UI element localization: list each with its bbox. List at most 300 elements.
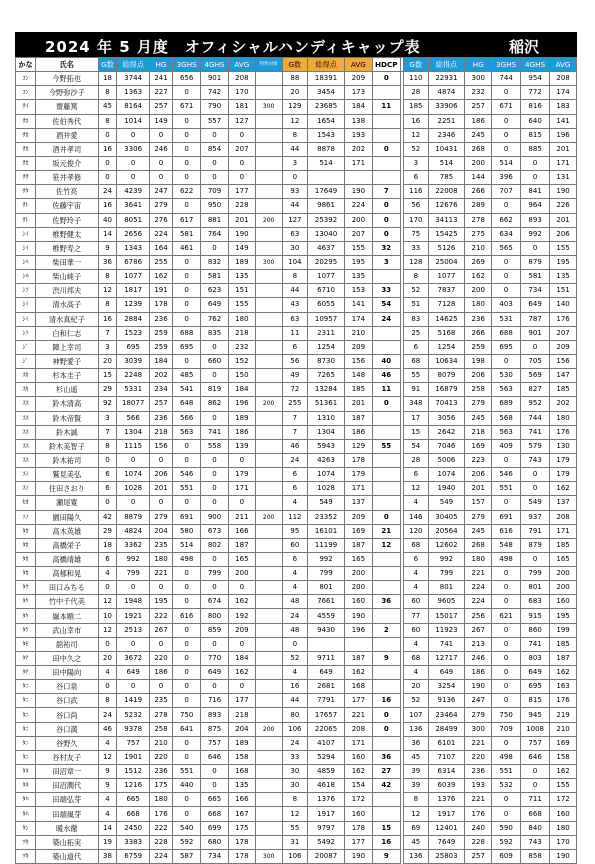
value-cell: 200 xyxy=(550,567,577,581)
value-cell: 40 xyxy=(98,213,117,227)
hdcp-cell: 54 xyxy=(372,298,400,312)
value-cell: 200 xyxy=(228,567,255,581)
value-cell: 77 xyxy=(404,609,429,623)
title-bar xyxy=(15,32,577,57)
value-cell: 0 xyxy=(492,694,521,708)
value-cell: 10957 xyxy=(308,312,345,326)
value-cell: 2656 xyxy=(117,227,149,241)
value-cell: 267 xyxy=(149,623,172,637)
value-cell: 640 xyxy=(521,114,550,128)
value-cell: 180 xyxy=(228,312,255,326)
value-cell: 170 xyxy=(404,213,429,227)
value-cell: 616 xyxy=(492,524,521,538)
value-cell: 127 xyxy=(282,213,308,227)
value-cell: 259 xyxy=(149,340,172,354)
value-cell: 258 xyxy=(149,722,172,736)
value-cell: 207 xyxy=(550,326,577,340)
value-cell: 0 xyxy=(492,666,521,680)
table-row xyxy=(16,340,577,354)
value-cell: 72 xyxy=(282,383,308,397)
value-cell xyxy=(308,171,345,185)
value-cell: 221 xyxy=(465,736,492,750)
value-cell: 218 xyxy=(228,326,255,340)
value-cell: 300 xyxy=(465,72,492,86)
value-cell: 289 xyxy=(465,199,492,213)
value-cell: 169 xyxy=(465,439,492,453)
value-cell: 711 xyxy=(521,793,550,807)
value-cell xyxy=(255,482,282,496)
value-cell: 221 xyxy=(344,708,372,722)
value-cell: 158 xyxy=(228,750,255,764)
table-row xyxy=(16,185,577,199)
value-cell: 259 xyxy=(149,326,172,340)
value-cell: 52 xyxy=(282,651,308,665)
value-cell: 256 xyxy=(465,609,492,623)
value-cell: 8 xyxy=(404,270,429,284)
table-row xyxy=(16,567,577,581)
table-row xyxy=(16,369,577,383)
value-cell: 954 xyxy=(521,72,550,86)
value-cell: 160 xyxy=(550,595,577,609)
value-cell: 6055 xyxy=(308,298,345,312)
value-cell: 0 xyxy=(149,680,172,694)
value-cell: 0 xyxy=(201,369,229,383)
value-cell: 0 xyxy=(173,128,201,142)
table-row xyxy=(16,765,577,779)
value-cell: 6 xyxy=(282,340,308,354)
value-cell: 16 xyxy=(98,312,117,326)
value-cell: 0 xyxy=(492,807,521,821)
value-cell: 4559 xyxy=(308,609,345,623)
value-cell: 13284 xyxy=(308,383,345,397)
value-cell: 201 xyxy=(344,397,372,411)
value-cell: 207 xyxy=(228,142,255,156)
value-cell: 6 xyxy=(282,468,308,482)
value-cell: 0 xyxy=(492,595,521,609)
name-cell: 鈴木美智子 xyxy=(36,439,98,453)
header-b3-total: 総得点 xyxy=(428,58,465,72)
value-cell: 257 xyxy=(149,100,172,114)
value-cell: 0 xyxy=(173,298,201,312)
value-cell: 563 xyxy=(492,383,521,397)
value-cell: 964 xyxy=(521,199,550,213)
value-cell: 155 xyxy=(550,241,577,255)
table-row xyxy=(16,171,577,185)
value-cell xyxy=(255,538,282,552)
value-cell: 0 xyxy=(173,199,201,213)
kana-cell: ｺﾝ xyxy=(16,72,36,86)
value-cell: 236 xyxy=(149,312,172,326)
value-cell: 0 xyxy=(492,86,521,100)
hdcp-cell xyxy=(372,453,400,467)
hdcp-cell xyxy=(372,793,400,807)
value-cell: 44 xyxy=(282,284,308,298)
name-cell: 谷口尚 xyxy=(36,708,98,722)
table-body xyxy=(16,72,577,864)
value-cell: 15 xyxy=(98,369,117,383)
value-cell: 6786 xyxy=(117,255,149,269)
value-cell: 63 xyxy=(282,312,308,326)
value-cell: 514 xyxy=(428,156,465,170)
value-cell: 200 xyxy=(344,213,372,227)
value-cell: 171 xyxy=(344,736,372,750)
value-cell: 1512 xyxy=(117,765,149,779)
name-cell: 椎野健太 xyxy=(36,227,98,241)
name-cell: 住田さおり xyxy=(36,482,98,496)
value-cell: 7 xyxy=(98,425,117,439)
value-cell: 43 xyxy=(282,298,308,312)
hdcp-cell: 36 xyxy=(372,595,400,609)
value-cell: 208 xyxy=(550,510,577,524)
value-cell: 0 xyxy=(98,581,117,595)
table-row xyxy=(16,72,577,86)
value-cell: 211 xyxy=(228,510,255,524)
value-cell: 1074 xyxy=(117,468,149,482)
header-b3-4ghs: 4GHS xyxy=(521,58,550,72)
value-cell: 186 xyxy=(149,666,172,680)
value-cell: 649 xyxy=(308,666,345,680)
value-cell: 0 xyxy=(521,241,550,255)
value-cell: 7 xyxy=(98,326,117,340)
value-cell: 7661 xyxy=(308,595,345,609)
hdcp-cell: 11 xyxy=(372,383,400,397)
value-cell: 0 xyxy=(117,156,149,170)
kana-cell: ﾀﾊ xyxy=(16,793,36,807)
value-cell: 548 xyxy=(492,538,521,552)
value-cell: 0 xyxy=(228,171,255,185)
value-cell: 222 xyxy=(149,821,172,835)
hdcp-cell xyxy=(372,680,400,694)
value-cell: 0 xyxy=(98,680,117,694)
value-cell: 144 xyxy=(465,171,492,185)
value-cell: 3056 xyxy=(428,411,465,425)
header-b1-3ghs: 3GHS xyxy=(173,58,201,72)
value-cell: 228 xyxy=(149,835,172,849)
value-cell: 4 xyxy=(282,581,308,595)
name-cell: 佐竹亮 xyxy=(36,185,98,199)
value-cell: 157 xyxy=(465,496,492,510)
value-cell: 185 xyxy=(344,383,372,397)
value-cell: 16 xyxy=(404,114,429,128)
value-cell: 12 xyxy=(404,807,429,821)
value-cell: 154 xyxy=(344,779,372,793)
value-cell: 10634 xyxy=(428,354,465,368)
value-cell: 569 xyxy=(521,369,550,383)
value-cell: 646 xyxy=(521,750,550,764)
value-cell: 44 xyxy=(282,199,308,213)
value-cell: 201 xyxy=(228,213,255,227)
value-cell: 177 xyxy=(344,835,372,849)
value-cell: 0 xyxy=(173,595,201,609)
value-cell: 176 xyxy=(550,312,577,326)
value-cell: 992 xyxy=(308,552,345,566)
value-cell: 514 xyxy=(492,156,521,170)
value-cell: 60 xyxy=(282,538,308,552)
value-cell xyxy=(255,793,282,807)
value-cell: 1008 xyxy=(521,722,550,736)
kana-cell: ﾀﾆ xyxy=(16,708,36,722)
value-cell: 3 xyxy=(98,411,117,425)
header-row xyxy=(16,58,577,72)
value-cell: 12 xyxy=(404,128,429,142)
value-cell: 581 xyxy=(201,270,229,284)
value-cell: 220 xyxy=(465,750,492,764)
value-cell: 20 xyxy=(282,86,308,100)
header-b3-avg: AVG xyxy=(550,58,577,72)
table-row xyxy=(16,312,577,326)
value-cell: 192 xyxy=(228,609,255,623)
value-cell xyxy=(255,623,282,637)
value-cell: 257 xyxy=(149,397,172,411)
value-cell: 840 xyxy=(521,821,550,835)
value-cell: 0 xyxy=(492,567,521,581)
value-cell xyxy=(255,340,282,354)
name-cell: 築山道代 xyxy=(36,849,98,863)
value-cell: 673 xyxy=(201,524,229,538)
name-cell: 杉本圭子 xyxy=(36,369,98,383)
hdcp-cell: 0 xyxy=(372,227,400,241)
value-cell: 815 xyxy=(521,128,550,142)
table-row xyxy=(16,284,577,298)
value-cell: 12676 xyxy=(428,199,465,213)
value-cell: 224 xyxy=(149,227,172,241)
value-cell: 0 xyxy=(492,128,521,142)
value-cell: 218 xyxy=(228,708,255,722)
name-cell: 白和仁志 xyxy=(36,326,98,340)
value-cell: 178 xyxy=(344,821,372,835)
value-cell: 803 xyxy=(521,651,550,665)
table-row xyxy=(16,142,577,156)
name-cell: 鈴木祐司 xyxy=(36,453,98,467)
kana-cell: ｻﾄ xyxy=(16,213,36,227)
value-cell: 819 xyxy=(201,383,229,397)
table-row xyxy=(16,227,577,241)
value-cell: 191 xyxy=(149,284,172,298)
value-cell: 875 xyxy=(201,722,229,736)
value-cell: 88 xyxy=(282,72,308,86)
value-cell: 8 xyxy=(282,793,308,807)
value-cell: 0 xyxy=(521,340,550,354)
value-cell: 531 xyxy=(492,312,521,326)
value-cell: 4 xyxy=(404,581,429,595)
value-cell: 162 xyxy=(228,595,255,609)
value-cell: 11199 xyxy=(308,538,345,552)
name-cell: 武山幸市 xyxy=(36,623,98,637)
value-cell: 0 xyxy=(492,270,521,284)
value-cell: 155 xyxy=(550,779,577,793)
value-cell: 200 xyxy=(255,213,282,227)
value-cell: 20 xyxy=(98,354,117,368)
kana-cell: ﾀﾆ xyxy=(16,694,36,708)
value-cell: 7107 xyxy=(428,750,465,764)
hdcp-cell xyxy=(372,468,400,482)
value-cell: 235 xyxy=(149,694,172,708)
value-cell: 0 xyxy=(173,284,201,298)
value-cell: 46 xyxy=(98,722,117,736)
value-cell: 785 xyxy=(428,171,465,185)
table-row xyxy=(16,199,577,213)
value-cell xyxy=(255,114,282,128)
value-cell: 551 xyxy=(492,765,521,779)
value-cell: 9861 xyxy=(308,199,345,213)
value-cell: 348 xyxy=(404,397,429,411)
value-cell: 6 xyxy=(98,482,117,496)
hdcp-cell: 12 xyxy=(372,538,400,552)
value-cell: 0 xyxy=(201,637,229,651)
header-b2-games: G数 xyxy=(282,58,308,72)
table-row xyxy=(16,595,577,609)
value-cell: 0 xyxy=(173,567,201,581)
value-cell: 195 xyxy=(550,609,577,623)
value-cell: 204 xyxy=(228,722,255,736)
value-cell: 167 xyxy=(228,807,255,821)
name-cell: 高橋栄子 xyxy=(36,538,98,552)
value-cell: 750 xyxy=(492,708,521,722)
value-cell: 173 xyxy=(344,86,372,100)
table-row xyxy=(16,708,577,722)
value-cell: 16 xyxy=(282,680,308,694)
value-cell: 1028 xyxy=(308,482,345,496)
value-cell xyxy=(255,241,282,255)
value-cell: 0 xyxy=(201,482,229,496)
value-cell: 17657 xyxy=(308,708,345,722)
value-cell xyxy=(255,807,282,821)
value-cell: 36 xyxy=(404,736,429,750)
value-cell: 0 xyxy=(173,637,201,651)
header-b2-avg: AVG xyxy=(344,58,372,72)
table-row xyxy=(16,86,577,100)
name-cell: 田沼潤代 xyxy=(36,779,98,793)
value-cell: 0 xyxy=(173,680,201,694)
kana-cell: ｼﾗ xyxy=(16,326,36,340)
value-cell: 20 xyxy=(404,680,429,694)
value-cell: 141 xyxy=(344,298,372,312)
value-cell: 266 xyxy=(465,326,492,340)
value-cell: 743 xyxy=(521,835,550,849)
hdcp-cell: 0 xyxy=(372,722,400,736)
value-cell: 0 xyxy=(521,552,550,566)
value-cell: 649 xyxy=(201,666,229,680)
value-cell: 151 xyxy=(228,284,255,298)
value-cell: 258 xyxy=(465,383,492,397)
value-cell: 0 xyxy=(228,156,255,170)
value-cell: 4 xyxy=(282,666,308,680)
value-cell: 1917 xyxy=(428,807,465,821)
value-cell: 566 xyxy=(173,411,201,425)
value-cell: 34113 xyxy=(428,213,465,227)
name-cell: 杉山遥 xyxy=(36,383,98,397)
value-cell: 649 xyxy=(521,298,550,312)
value-cell: 80 xyxy=(282,708,308,722)
value-cell xyxy=(255,666,282,680)
hdcp-cell xyxy=(372,411,400,425)
kana-cell: ｼｲ xyxy=(16,241,36,255)
hdcp-cell xyxy=(372,326,400,340)
value-cell: 688 xyxy=(173,326,201,340)
value-cell: 6314 xyxy=(428,765,465,779)
value-cell: 45 xyxy=(404,835,429,849)
value-cell: 236 xyxy=(465,312,492,326)
value-cell: 236 xyxy=(149,765,172,779)
value-cell: 156 xyxy=(344,354,372,368)
value-cell: 0 xyxy=(492,142,521,156)
header-b1-4ghs: 4GHS xyxy=(201,58,229,72)
value-cell: 172 xyxy=(550,793,577,807)
value-cell: 196 xyxy=(228,397,255,411)
value-cell: 549 xyxy=(308,496,345,510)
value-cell xyxy=(344,171,372,185)
value-cell: 1310 xyxy=(308,411,345,425)
value-cell: 195 xyxy=(550,255,577,269)
value-cell: 4 xyxy=(98,666,117,680)
value-cell: 257 xyxy=(465,849,492,863)
value-cell: 17 xyxy=(404,411,429,425)
value-cell: 172 xyxy=(344,793,372,807)
table-row xyxy=(16,722,577,736)
value-cell xyxy=(255,227,282,241)
value-cell: 201 xyxy=(550,142,577,156)
value-cell: 0 xyxy=(492,680,521,694)
value-cell: 136 xyxy=(404,849,429,863)
value-cell: 19 xyxy=(98,835,117,849)
value-cell: 8051 xyxy=(117,213,149,227)
value-cell: 0 xyxy=(228,128,255,142)
value-cell: 9 xyxy=(98,241,117,255)
value-cell: 893 xyxy=(521,213,550,227)
value-cell: 54 xyxy=(404,439,429,453)
name-cell: 佐伯秀代 xyxy=(36,114,98,128)
value-cell: 8 xyxy=(98,114,117,128)
value-cell: 12717 xyxy=(428,651,465,665)
value-cell: 4 xyxy=(98,793,117,807)
value-cell: 95 xyxy=(282,524,308,538)
table-row xyxy=(16,680,577,694)
page-title: 2024 年 5 月度 オフィシャルハンディキャップ表 xyxy=(45,38,421,56)
kana-cell: ｽｽ xyxy=(16,411,36,425)
kana-cell: ﾀﾆ xyxy=(16,750,36,764)
value-cell xyxy=(255,694,282,708)
value-cell: 245 xyxy=(465,128,492,142)
value-cell xyxy=(255,354,282,368)
hdcp-cell xyxy=(372,666,400,680)
name-cell: 舘祐司 xyxy=(36,637,98,651)
value-cell: 4 xyxy=(404,637,429,651)
value-cell: 787 xyxy=(521,312,550,326)
value-cell: 33906 xyxy=(428,100,465,114)
kana-cell: ｼﾞ xyxy=(16,340,36,354)
name-cell: 神野愛子 xyxy=(36,354,98,368)
value-cell: 24 xyxy=(282,453,308,467)
value-cell: 0 xyxy=(173,354,201,368)
value-cell: 12401 xyxy=(428,821,465,835)
value-cell: 14 xyxy=(98,227,117,241)
value-cell: 879 xyxy=(521,538,550,552)
name-cell: 笹井孝修 xyxy=(36,171,98,185)
value-cell: 641 xyxy=(173,722,201,736)
value-cell: 622 xyxy=(173,185,201,199)
header-b1-games: G数 xyxy=(98,58,117,72)
value-cell: 138 xyxy=(344,114,372,128)
name-cell: 田口みちる xyxy=(36,581,98,595)
value-cell: 801 xyxy=(308,581,345,595)
value-cell: 10431 xyxy=(428,142,465,156)
value-cell: 566 xyxy=(117,411,149,425)
kana-cell: ﾀﾇ xyxy=(16,779,36,793)
value-cell: 8730 xyxy=(308,354,345,368)
value-cell: 209 xyxy=(228,623,255,637)
value-cell: 815 xyxy=(521,694,550,708)
value-cell: 46 xyxy=(282,439,308,453)
